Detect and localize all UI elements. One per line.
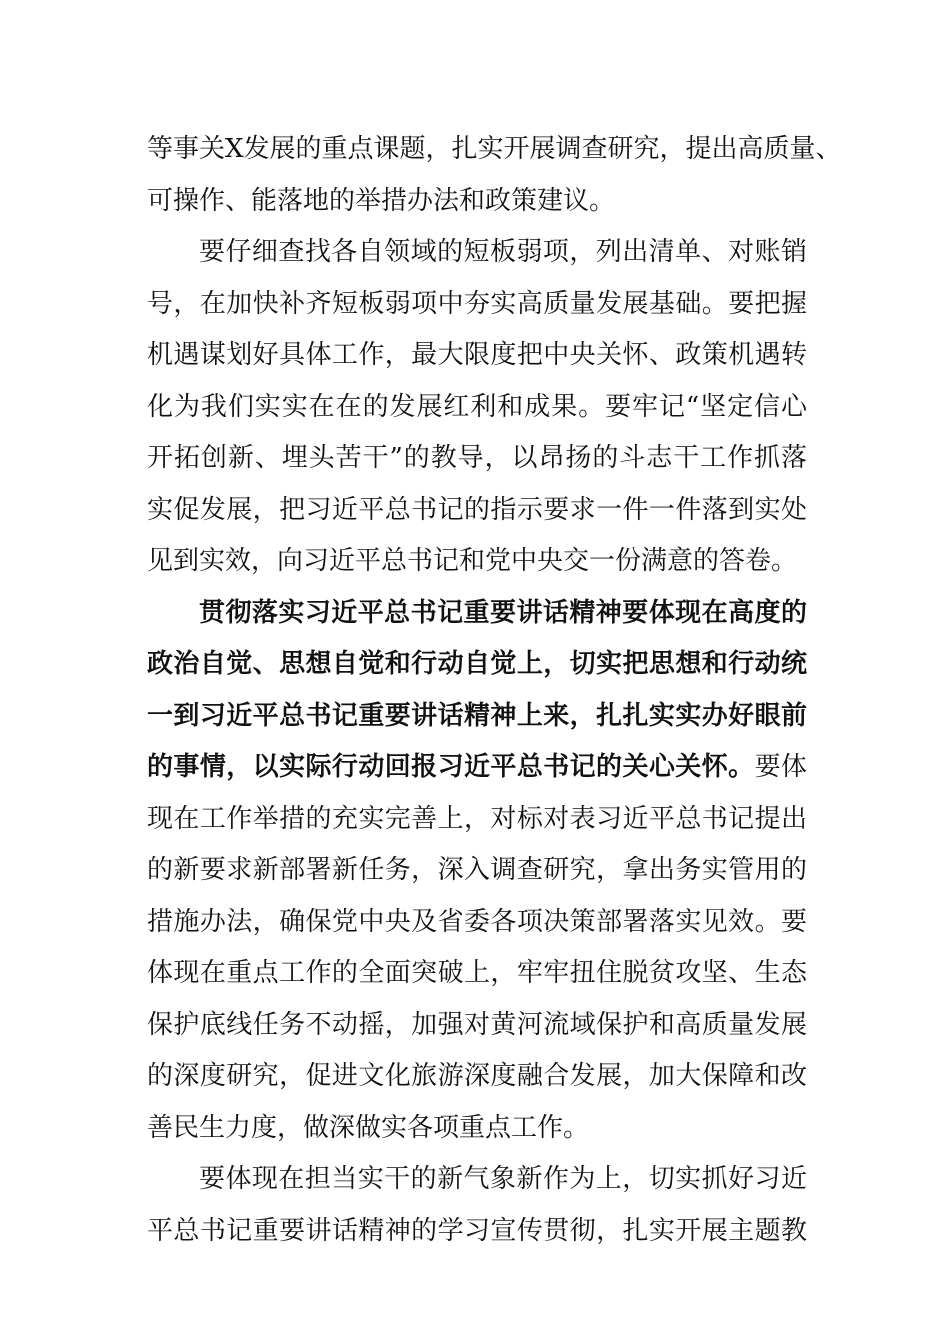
text-line: 体现在重点工作的全面突破上，牢牢扭住脱贫攻坚、生态 [147, 958, 807, 988]
bold-sentence: 的事情，以实际行动回报习近平总书记的关心关怀。 [147, 752, 755, 782]
text-line: 号，在加快补齐短板弱项中夯实高质量发展基础。要把握 [147, 288, 807, 319]
bold-text-line: 贯彻落实习近平总书记重要讲话精神要体现在高度的 [199, 597, 807, 628]
paragraph-2 [147, 227, 807, 588]
text-line: 善民生力度，做深做实各项重点工作。 [147, 1112, 590, 1143]
paragraph-1 [147, 124, 842, 227]
text-line: 开拓创新、埋头苦干”的教导，以昂扬的斗志干工作抓落 [147, 443, 807, 473]
text-line: 实促发展，把习近平总书记的指示要求一件一件落到实处 [147, 494, 807, 525]
text-line: 措施办法，确保党中央及省委各项决策部署落实见效。要 [147, 906, 807, 937]
text-line: 要仔细查找各自领域的短板弱项，列出清单、对账销 [199, 237, 807, 267]
text-line: 的深度研究，促进文化旅游深度融合发展，加大保障和改 [147, 1061, 807, 1091]
document-body [147, 124, 842, 1257]
text-line: 平总书记重要讲话精神的学习宣传贯彻，扎实开展主题教 [147, 1215, 807, 1246]
text-line: 现在工作举措的充实完善上，对标对表习近平总书记提出 [147, 803, 807, 834]
mixed-text-line [147, 742, 807, 794]
text-line: 化为我们实实在在的发展红利和成果。要牢记“坚定信心 [147, 391, 807, 422]
text-line: 见到实效，向习近平总书记和党中央交一份满意的答卷。 [147, 546, 798, 576]
text-line: 等事关X发展的重点课题，扎实开展调查研究，提出高质量、 [147, 134, 842, 164]
text-line: 可操作、能落地的举措办法和政策建议。 [147, 185, 616, 216]
text-line: 的新要求新部署新任务，深入调查研究，拿出务实管用的 [147, 855, 807, 885]
text-line: 保护底线任务不动摇，加强对黄河流域保护和高质量发展 [147, 1009, 807, 1040]
paragraph-3 [147, 588, 807, 1155]
normal-sentence-start: 要体 [754, 752, 807, 782]
paragraph-4 [147, 1154, 807, 1257]
text-line: 要体现在担当实干的新气象新作为上，切实抓好习近 [199, 1164, 807, 1194]
text-line: 机遇谋划好具体工作，最大限度把中央关怀、政策机遇转 [147, 340, 807, 370]
bold-text-line: 政治自觉、思想自觉和行动自觉上，切实把思想和行动统 [147, 649, 807, 679]
bold-text-line: 一到习近平总书记重要讲话精神上来，扎扎实实办好眼前 [147, 700, 807, 731]
